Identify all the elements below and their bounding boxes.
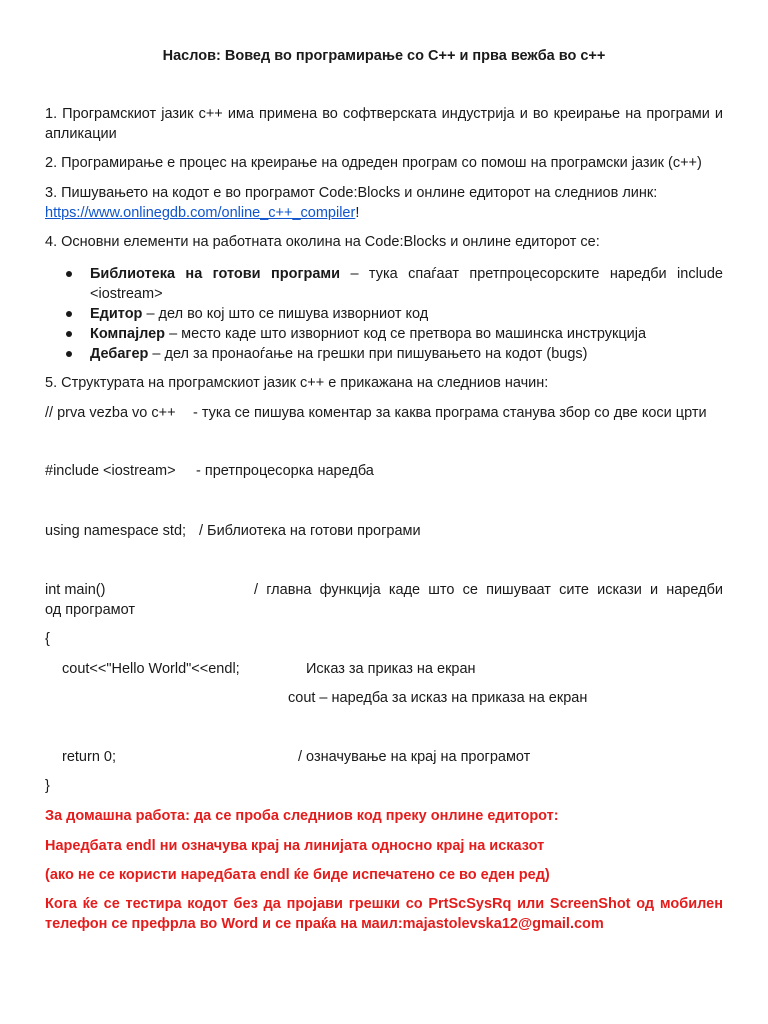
- code-comment: // prva vezba vo c++: [45, 405, 176, 421]
- homework-line-4: Кога ќе се тестира кодот без да пројави грешки со PrtScSysRq или ScreenShot од мобилен телефон се префрла во Word и се праќа на маил:majastolevska12@gmail.com: [45, 896, 723, 932]
- list-item: [45, 344, 723, 364]
- code-main-desc-cont: од програмот: [45, 602, 135, 618]
- code-cout: cout<<"Hello World"<<endl;: [62, 661, 240, 677]
- bullet-desc: – дел во кој што се пишува изворниот код: [142, 306, 429, 322]
- bullet-desc: – дел за пронаоѓање на грешки при пишувањето на кодот (bugs): [148, 346, 588, 362]
- bullet-desc: – место каде што изворниот код се претвора во машинска инструкција: [165, 326, 647, 342]
- point-1: 1. Програмскиот јазик c++ има примена во софтверската индустрија и во креирање на програми и апликации: [45, 106, 723, 142]
- code-return: return 0;: [62, 749, 116, 765]
- code-return-desc: / означување на крај на програмот: [298, 749, 531, 765]
- list-item: [45, 324, 723, 344]
- bullet-term: Едитор: [90, 306, 143, 322]
- point-2: 2. Програмирање е процес на креирање на одреден програм со помош на програмски јазик (c++): [45, 155, 702, 171]
- code-include-desc: - претпроцесорка наредба: [196, 463, 374, 479]
- bullet-icon: [66, 271, 72, 277]
- point-3: [45, 183, 723, 223]
- code-using: using namespace std;: [45, 523, 187, 539]
- bullet-icon: [66, 331, 72, 337]
- point-3-end: !: [355, 205, 360, 221]
- code-include: #include <iostream>: [45, 463, 176, 479]
- code-comment-desc: - тука се пишува коментар за каква програма станува збор со две коси црти: [193, 405, 707, 421]
- homework-line-1: За домашна работа: да се проба следниов код преку онлине едиторот:: [45, 808, 559, 824]
- bullet-icon: [66, 351, 72, 357]
- code-using-desc: / Библиотека на готови програми: [199, 523, 421, 539]
- list-item: [45, 264, 723, 304]
- point-5: 5. Структурата на програмскиот јазик c++ е прикажана на следниов начин:: [45, 375, 549, 391]
- code-open-brace: {: [45, 631, 50, 647]
- bullet-term: Дебагер: [90, 346, 149, 362]
- point-3-text: 3. Пишувањето на кодот е во програмот Code:Blocks и онлине едиторот на следниов линк:: [45, 185, 658, 201]
- point-4: 4. Основни елементи на работната околина на Code:Blocks и онлине едиторот се:: [45, 234, 600, 250]
- bullet-term: Библиотека на готови програми: [90, 266, 341, 282]
- bullet-icon: [66, 311, 72, 317]
- homework-line-2: Наредбата endl ни означува крај на линијата односно крај на исказот: [45, 838, 545, 854]
- bullet-desc: – тука спаѓаат претпроцесорските наредби include <iostream>: [90, 266, 723, 302]
- homework-line-3: (ако не се користи наредбата endl ќе биде испечатено се во еден ред): [45, 867, 550, 883]
- code-main: int main(): [45, 582, 106, 598]
- elements-list: [45, 264, 723, 364]
- code-main-desc: / главна функција каде што се пишуваат сите искази и наредби: [254, 582, 723, 598]
- bullet-term: Компајлер: [90, 326, 166, 342]
- code-close-brace: }: [45, 778, 50, 794]
- code-cout-desc: Исказ за приказ на екран: [306, 661, 476, 677]
- list-item: [45, 304, 723, 324]
- code-cout-desc-2: cout – наредба за исказ на приказа на екран: [288, 690, 588, 706]
- page-title: Наслов: Вовед во програмирање со C++ и прва вежба во c++: [162, 48, 606, 64]
- onlinegdb-link[interactable]: https://www.onlinegdb.com/online_c++_compiler: [45, 205, 356, 221]
